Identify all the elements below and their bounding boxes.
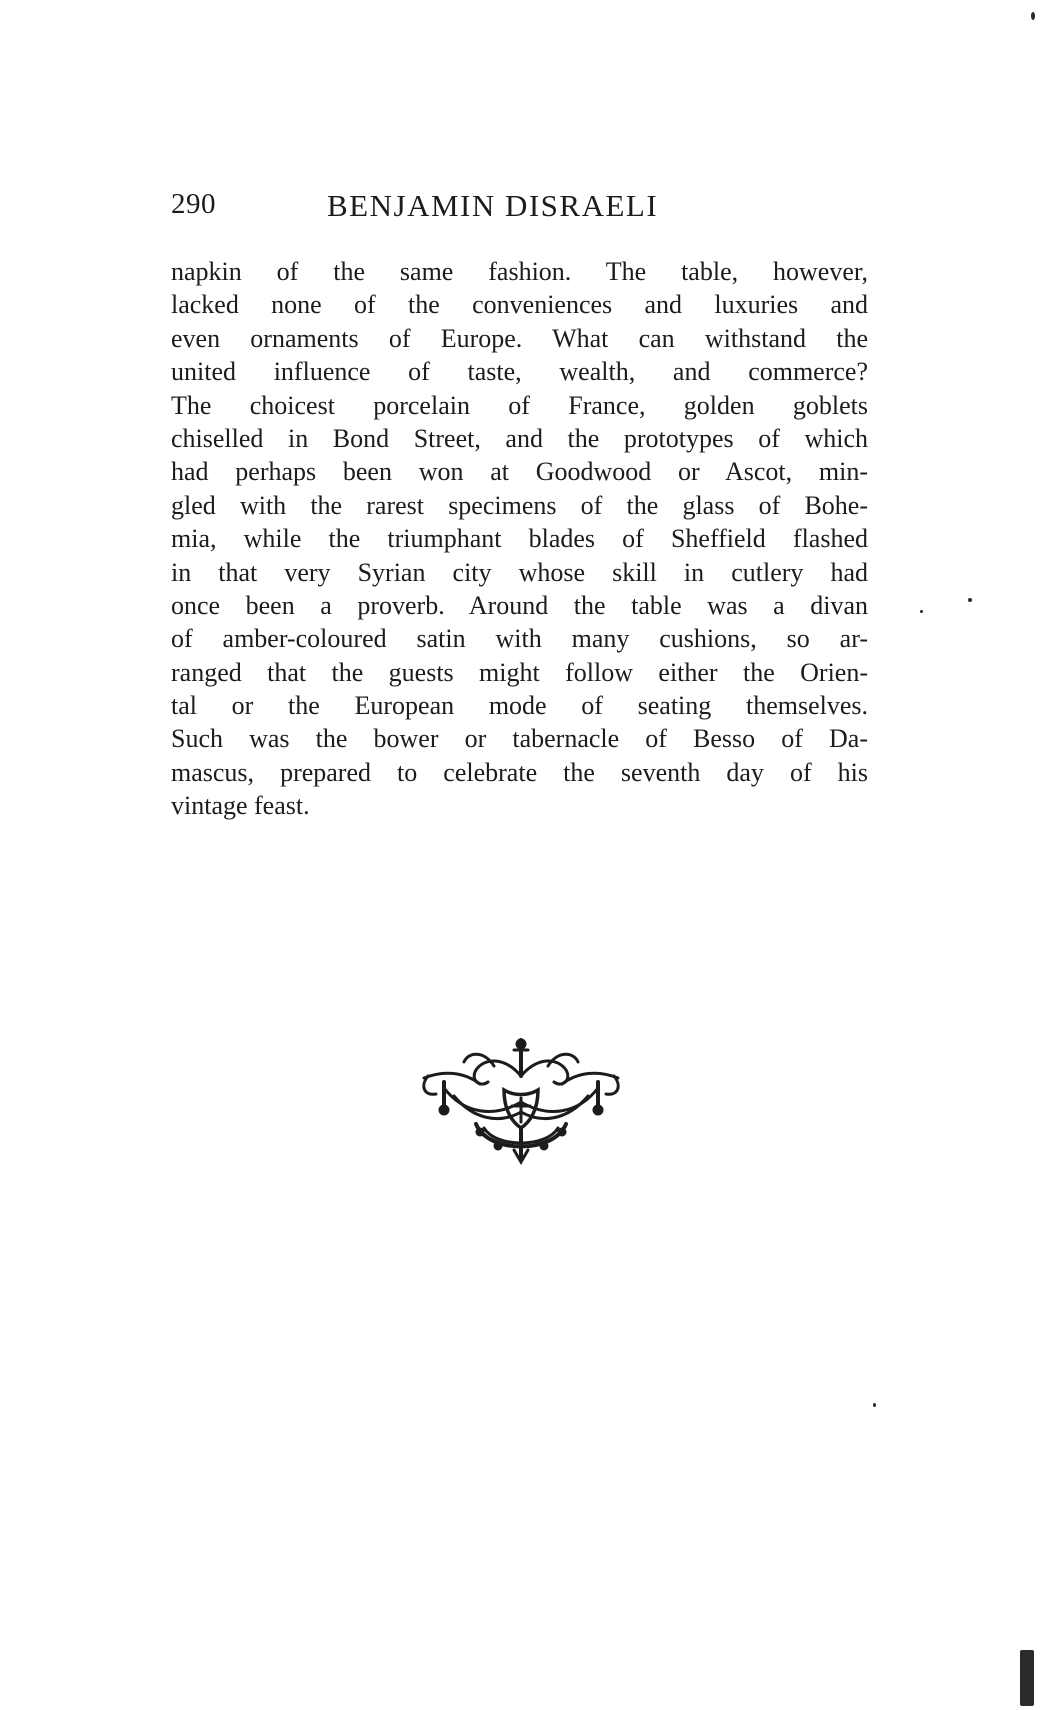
text-line: had perhaps been won at Goodwood or Ascot, min- (171, 457, 868, 487)
scan-speck (920, 610, 923, 613)
scan-speck (873, 1403, 876, 1407)
text-line: vintage feast. (171, 791, 310, 821)
text-line: napkin of the same fashion. The table, however, (171, 257, 868, 286)
text-line: of amber-coloured satin with many cushions, so ar- (171, 624, 868, 654)
text-line: even ornaments of Europe. What can withstand the (171, 323, 868, 353)
text-line: united influence of taste, wealth, and commerce? (171, 357, 868, 387)
page-number: 290 (171, 188, 216, 220)
scan-speck (968, 598, 972, 602)
running-head (171, 188, 871, 228)
text-line: in that very Syrian city whose skill in cutlery had (171, 557, 868, 587)
text-line: chiselled in Bond Street, and the prototypes of which (171, 423, 868, 453)
body-paragraph (171, 255, 868, 823)
text-line: tal or the European mode of seating themselves. (171, 691, 868, 721)
text-line: gled with the rarest specimens of the glass of Bohe- (171, 490, 868, 520)
scan-speck (1031, 12, 1035, 20)
text-line: once been a proverb. Around the table was a divan (171, 590, 868, 620)
running-title: BENJAMIN DISRAELI (327, 188, 659, 223)
text-line: mascus, prepared to celebrate the seventh day of his (171, 757, 868, 787)
text-line: mia, while the triumphant blades of Sheffield flashed (171, 524, 868, 554)
text-line: ranged that the guests might follow either the Orien- (171, 657, 868, 687)
text-line: Such was the bower or tabernacle of Besso of Da- (171, 724, 868, 754)
scan-speck (1020, 1650, 1034, 1706)
text-line: lacked none of the conveniences and luxuries and (171, 290, 868, 320)
text-line: The choicest porcelain of France, golden goblets (171, 390, 868, 420)
tailpiece-ornament-icon (414, 1036, 628, 1172)
